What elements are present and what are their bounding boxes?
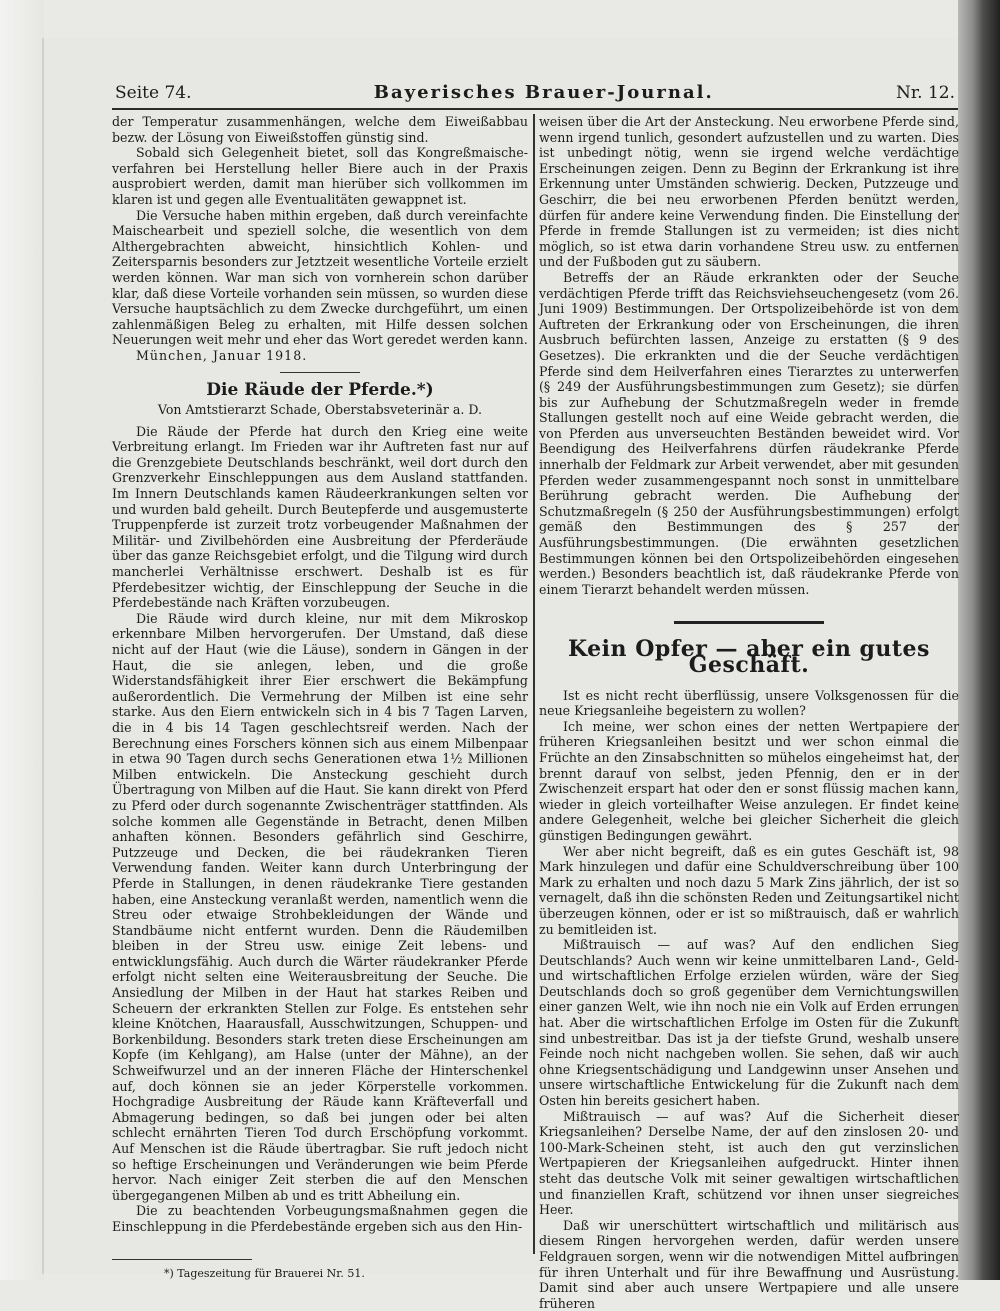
issue-number: Nr. 12.	[896, 83, 955, 103]
article-byline: Von Amtstierarzt Schade, Oberstabsveterinär a. D.	[157, 402, 483, 418]
right-column	[539, 114, 959, 1311]
paragraph: Mißtrauisch — auf was? Auf den endlichen Sieg Deutschlands? Auch wenn wir keine unmittelbaren Land-, Geld- und wirtschaftlichen Erfolge erzielen würden, wäre der Sieg Deutschlands doch so groß gegenüber dem Vernichtungswillen einer ganzen Welt, wie ihn noch nie ein Volk auf Erden errungen hat. Aber die wirtschaftlichen Erfolge im Osten für die Zukunft sind unbestreitbar. Das ist ja der tiefste Grund, weshalb unsere Feinde noch nicht nachgeben wollen. Sie sehen, daß wir auch ohne Kriegsentschädigung und Landgewinn unser Ansehen und unsere wirtschaftliche Entwickelung für die Zukunft nach dem Osten hin bereits gesichert haben.	[539, 937, 959, 1109]
column-divider	[533, 114, 535, 1254]
paragraph: Wer aber nicht begreift, daß es ein gutes Geschäft ist, 98 Mark hinzulegen und dafür eine Schuldverschreibung über 100 Mark zu erhalten und noch dazu 5 Mark Zins jährlich, der ist so vernagelt, daß ihn die schönsten Reden und Zeitungsartikel nicht überzeugen können, oder er ist so mißtrauisch, daß er wahrlich zu bemitleiden ist.	[539, 843, 959, 937]
signature-line: München, Januar 1918.	[136, 347, 308, 363]
header-rule	[112, 108, 958, 110]
paragraph: Daß wir unerschüttert wirtschaftlich und militärisch aus diesem Ringen hervorgehen werden, dafür werden unsere Feldgrauen sorgen, wenn wir die notwendigen Mittel aufbringen für ihren Unterhalt und für ihre Bewaffnung und Ausrüstung. Damit sind aber auch unsere Wertpapiere und alle unsere früheren	[539, 1217, 959, 1311]
paragraph: Die zu beachtenden Vorbeugungsmaßnahmen gegen die Einschleppung in die Pferdebestände ergeben sich aus den Hin-	[112, 1203, 528, 1234]
left-column	[112, 114, 528, 1281]
paragraph: der Temperatur zusammenhängen, welche dem Eiweißabbau bezw. der Lösung von Eiweißstoffen günstig sind.	[112, 114, 528, 145]
book-spine-shadow	[958, 0, 1000, 1280]
paragraph: weisen über die Art der Ansteckung. Neu erworbene Pferde sind, wenn irgend tunlich, gesondert aufzustellen und zu warten. Dies ist unbedingt nötig, wenn sie irgend welche verdächtige Erscheinungen zeigen. Denn zu Beginn der Erkrankung ist ihre Erkennung unter Umständen schwierig. Decken, Putzzeuge und Geschirr, die bei neu erworbenen Pferden benützt werden, dürfen für andere keine Verwendung finden. Die Einstellung der Pferde in fremde Stallungen ist zu vermeiden; ist dies nicht möglich, so ist etwa darin vorhandene Streu usw. zu entfernen und der Fußboden gut zu säubern.	[539, 114, 959, 270]
section-rule	[674, 621, 824, 624]
paragraph: Ich meine, wer schon eines der netten Wertpapiere der früheren Kriegsanleihen besitzt und wer schon einmal die Früchte an den Zinsabschnitten so mühelos eingeheimst hat, der brennt darauf von selbst, jeden Pfennig, den er in der Zwischenzeit erspart hat oder den er sonst flüssig machen kann, wieder in gleich vorteilhafter Weise anzulegen. Er findet keine andere Gelegenheit, welche bei gleicher Sicherheit die gleich günstigen Bedingungen gewährt.	[539, 718, 959, 843]
footnote-rule	[112, 1259, 252, 1260]
paragraph: Die Räude der Pferde hat durch den Krieg eine weite Verbreitung erlangt. Im Frieden war ihr Auftreten fast nur auf die Grenzgebiete Deutschlands beschränkt, weil dort durch den Grenzverkehr Einschleppungen aus dem Ausland stattfanden. Im Innern Deutschlands kamen Räudeerkrankungen selten vor und wurden bald geheilt. Durch Beutepferde und ausgemusterte Truppenpferde ist zurzeit trotz vorbeugender Maßnahmen der Militär- und Zivilbehörden eine Ausbreitung der Pferderäude über das ganze Reichsgebiet erfolgt, und die Tilgung wird durch mancherlei Verhältnisse erschwert. Deshalb ist es für Pferdebesitzer wichtig, der Einschleppung der Seuche in die Pferdebestände nach Kräften vorzubeugen.	[112, 423, 528, 611]
article-title: Kein Opfer — aber ein gutes Geschäft.	[568, 636, 930, 678]
paragraph: Mißtrauisch — auf was? Auf die Sicherheit dieser Kriegsanleihen? Derselbe Name, der auf den zinslosen 20- und 100-Mark-Scheinen steht, ist auch den gut verzinslichen Wertpapieren der Kriegsanleihen aufgedruckt. Hinter ihnen steht das deutsche Volk mit seiner gewaltigen wirtschaftlichen und finanziellen Kraft, schützend vor ihnen unser siegreiches Heer.	[539, 1108, 959, 1218]
paragraph: Ist es nicht recht überflüssig, unsere Volksgenossen für die neue Kriegsanleihe begeistern zu wollen?	[539, 687, 959, 719]
journal-title: Bayerisches Brauer-Journal.	[373, 82, 714, 103]
paragraph: Sobald sich Gelegenheit bietet, soll das Kongreßmaische-verfahren bei Herstellung heller Biere auch in der Praxis ausprobiert werden, damit man hierüber sich vollkommen im klaren ist und gegen alle Eventualitäten gewappnet ist.	[112, 145, 528, 207]
paragraph: Die Räude wird durch kleine, nur mit dem Mikroskop erkennbare Milben hervorgerufen. Der Umstand, daß diese nicht auf der Haut (wie die Läuse), sondern in Gängen in der Haut, die sie anlegen, leben, und die große Widerstandsfähigkeit ihrer Eier erschwert die Bekämpfung außerordentlich. Die Vermehrung der Milben ist eine sehr starke. Aus den Eiern entwickeln sich in 4 bis 7 Tagen Larven, die in 4 bis 14 Tagen geschlechtsreif werden. Nach der Berechnung eines Forschers können sich aus einem Milbenpaar in etwa 90 Tagen durch sechs Generationen etwa 1½ Millionen Milben entwickeln. Die Ansteckung geschieht durch Übertragung von Milben auf die Haut. Sie kann direkt von Pferd zu Pferd oder durch sogenannte Zwischenträger stattfinden. Als solche kommen alle Gegenstände in Betracht, denen Milben anhaften können. Besonders gefährlich sind Geschirre, Putzzeuge und Decken, die bei räudekranken Tieren Verwendung fanden. Weiter kann durch Unterbringung der Pferde in Stallungen, in denen räudekranke Tiere gestanden haben, eine Ansteckung veranlaßt werden, namentlich wenn die Streu oder etwaige Strohbekleidungen der Wände und Standbäume nicht entfernt wurden. Denn die Räudemilben bleiben in der Streu usw. einige Zeit lebens- und entwicklungsfähig. Auch durch die Wärter räudekranker Pferde erfolgt nicht selten eine Weiterausbreitung der Seuche. Die Ansiedlung der Milben in der Haut hat starkes Reiben und Scheuern der erkrankten Stellen zur Folge. Es entstehen sehr kleine Knötchen, Haarausfall, Ausschwitzungen, Schuppen- und Borkenbildung. Besonders stark treten diese Erscheinungen am Kopfe (im Kehlgang), am Halse (unter der Mähne), an der Schweifwurzel und an der inneren Fläche der Hinterschenkel auf, doch können sie an jeder Körperstelle vorkommen. Hochgradige Ausbreitung der Räude kann Kräfteverfall und Abmagerung bedingen, so daß bei jungen oder bei alten schlecht ernährten Tieren Tod durch Erschöpfung vorkommt. Auf Menschen ist die Räude übertragbar. Sie ruft jedoch nicht so heftige Erscheinungen und Veränderungen wie beim Pferde hervor. Nach einiger Zeit sterben die auf den Menschen übergegangenen Milben ab und es tritt Abheilung ein.	[112, 610, 528, 1203]
paragraph: Die Versuche haben mithin ergeben, daß durch vereinfachte Maischearbeit und speziell solche, die wesentlich von dem Althergebrachten abweicht, hinsichtlich Kohlen- und Zeitersparnis besonders zur Jetztzeit wesentliche Vorteile erzielt werden können. War man sich von vornherein schon darüber klar, daß diese Vorteile vorhanden sein müssen, so wurden diese Versuche hauptsächlich zu dem Zwecke durchgeführt, um einen zahlenmäßigen Beleg zu erhalten, mit Hilfe dessen solchen Neuerungen weit mehr und eher das Wort geredet werden kann.	[112, 207, 528, 348]
footnote: *) Tageszeitung für Brauerei Nr. 51.	[164, 1266, 365, 1280]
article-title: Die Räude der Pferde.*)	[206, 379, 434, 400]
page-header	[115, 82, 955, 108]
paragraph: Betreffs der an Räude erkrankten oder der Seuche verdächtigen Pferde trifft das Reichsviehseuchengesetz (vom 26. Juni 1909) Bestimmungen. Der Ortspolizeibehörde ist von dem Auftreten der Erkrankung oder von Erscheinungen, die ihren Ausbruch befürchten lassen, Anzeige zu erstatten (§ 9 des Gesetzes). Die erkrankten und die der Seuche verdächtigen Pferde sind dem Heilverfahren eines Tierarztes zu unterwerfen (§ 249 der Ausführungsbestimmungen zum Gesetz); sie dürfen bis zur Aufhebung der Schutzmaßregeln weder in fremde Stallungen gestellt noch auf eine Weide gebracht werden, die von Pferden aus unverseuchten Beständen beweidet wird. Vor Beendigung des Heilverfahrens dürfen räudekranke Pferde innerhalb der Feldmark zur Arbeit verwendet, aber mit gesunden Pferden weder zusammengespannt noch sonst in unmittelbare Berührung gebracht werden. Die Aufhebung der Schutzmaßregeln (§ 250 der Ausführungsbestimmungen) erfolgt gemäß den Bestimmungen des § 257 der Ausführungsbestimmungen. (Die erwähnten gesetzlichen Bestimmungen können bei den Ortspolizeibehörden eingesehen werden.) Besonders beachtlich ist, daß räudekranke Pferde von einem Tierarzt behandelt werden müssen.	[539, 269, 959, 597]
page-binding-margin	[0, 0, 44, 1280]
page-number: Seite 74.	[115, 83, 192, 103]
section-rule	[280, 372, 360, 373]
